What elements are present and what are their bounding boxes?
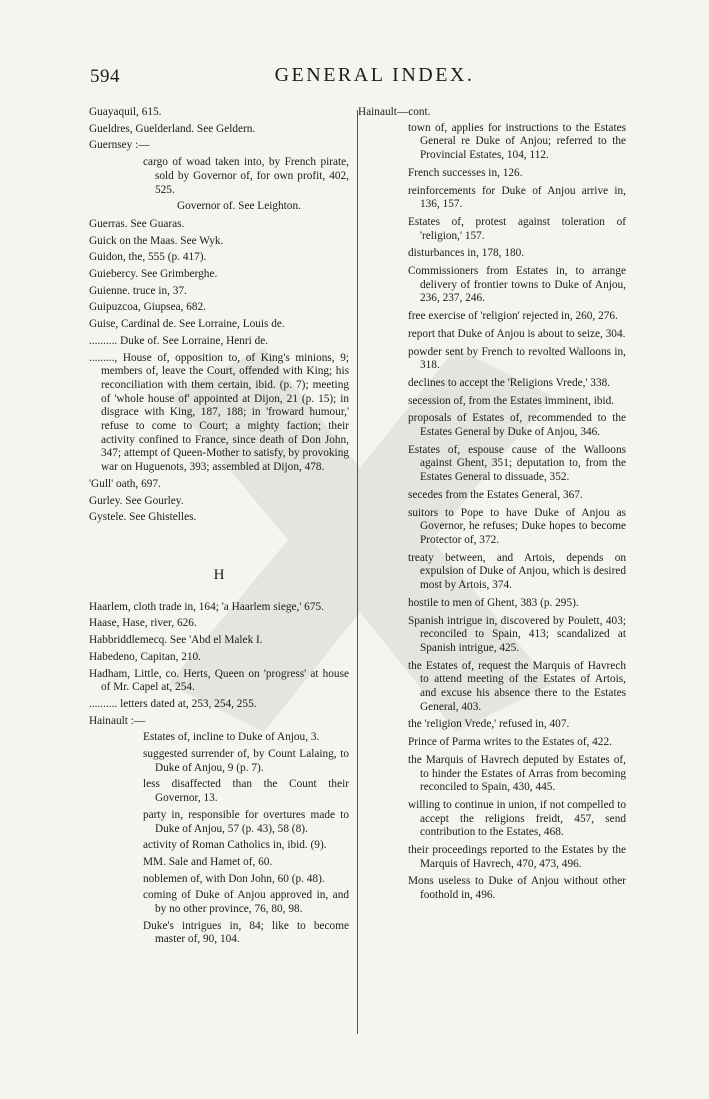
index-subentry: Estates of, incline to Duke of Anjou, 3. [143,731,320,744]
index-subentry: free exercise of 'religion' rejected in, 260, 276. [408,310,618,323]
index-subentry: Governor of. See Leighton. [177,200,301,213]
index-subentry: willing to continue in union, if not compelled to accept the religions freidt, 457, send contribution to the Estates, 468. [408,798,626,839]
index-subentry: proposals of Estates of, recommended to the Estates General by Duke of Anjou, 346. [408,412,626,439]
index-entry: Gurley. See Gourley. [89,494,184,507]
index-subentry: suitors to Pope to have Duke of Anjou as Governor, he refuses; Duke hopes to become Protector of, 372. [408,506,626,546]
index-entry: Hainault :— [89,714,146,727]
column-divider [357,110,358,1034]
index-subentry: suggested surrender of, by Count Lalaing, to Duke of Anjou, 9 (p. 7). [143,748,349,774]
index-subentry: cargo of woad taken into, by French pirate, sold by Governor of, for own profit, 402, 525. [143,156,349,196]
index-entry: Guayaquil, 615. [89,106,162,118]
index-entry: Habbriddlemecq. See 'Abd el Malek I. [89,634,263,647]
index-entry: Habedeno, Capitan, 210. [89,650,201,663]
index-entry: Hadham, Little, co. Herts, Queen on 'progress' at house of Mr. Capel at, 254. [89,667,349,694]
index-subentry: the 'religion Vrede,' refused in, 407. [408,718,570,731]
index-entry: Guienne. truce in, 37. [89,284,187,297]
page-number: 594 [90,66,120,87]
index-subentry: reinforcements for Duke of Anjou arrive in, 136, 157. [408,184,626,211]
index-subentry: Spanish intrigue in, discovered by Poulett, 403; reconciled to Spain, 413; scandalized at Spanish intrigue, 425. [408,614,626,654]
index-subentry: the Estates of, request the Marquis of Havrech to attend meeting of the Estates of Artois, and excuse his absence there to the Estates General, 403. [408,659,626,713]
index-subentry: disturbances in, 178, 180. [408,247,525,260]
index-subentry: the Marquis of Havrech deputed by Estates of, to hinder the Estates of Arras from becoming reconciled to Spain, 430, 445. [408,753,626,794]
left-column [89,106,349,950]
index-subentry: powder sent by French to revolted Walloons in, 318. [408,345,626,372]
index-subentry: MM. Sale and Hamet of, 60. [143,855,273,868]
index-entry: Haase, Hase, river, 626. [89,617,197,630]
index-entry: Guidon, the, 555 (p. 417). [89,251,207,264]
index-subentry: town of, applies for instructions to the Estates General re Duke of Anjou; referred to the Provincial Estates, 104, 112. [408,121,626,162]
index-entry: Haarlem, cloth trade in, 164; 'a Haarlem siege,' 675. [89,600,324,613]
index-entry: Guick on the Maas. See Wyk. [89,234,224,247]
index-subentry: treaty between, and Artois, depends on expulsion of Duke of Anjou, which is desired most by Artois, 374. [408,551,626,592]
right-column [358,106,626,907]
index-subentry: less disaffected than the Count their Governor, 13. [143,778,349,805]
running-head: GENERAL INDEX. [274,64,475,86]
index-subentry: Mons useless to Duke of Anjou without other foothold in, 496. [408,875,626,902]
continuation-heading: Hainault—cont. [358,106,431,118]
index-subentry: secedes from the Estates General, 367. [408,488,583,501]
section-letter: H [213,566,225,583]
index-subentry: Commissioners from Estates in, to arrange delivery of frontier towns to Duke of Anjou, 236, 237, 246. [408,265,626,305]
index-subentry: Estates of, espouse cause of the Walloons against Ghent, 351; deputation to, from the Estates General to dissuade, 352. [408,443,626,484]
index-subentry: French successes in, 126. [408,166,523,179]
index-subentry: Estates of, protest against toleration of 'religion,' 157. [408,215,626,242]
index-subentry: Prince of Parma writes to the Estates of, 422. [408,736,612,749]
index-entry: Gueldres, Guelderland. See Geldern. [89,122,256,135]
index-subentry: their proceedings reported to the Estates by the Marquis of Havrech, 470, 473, 496. [408,844,626,870]
index-entry: ........., House of, opposition to, of King's minions, 9; members of, leave the Court, offended with King; his reconciliation with them certain, ibid. (p. 7); meeting of 'whole house of' appointed at Dijon, 21 (p. 15); in disgrace with King, 187, 188; in 'froward humour,' refuse to come to Court; a mighty faction; their activity confined to France, since death of Don John, 347; attempt of Queen-Mother to satisfy, by provoking war on Huguenots, 393; assembled at Dijon, 478. [89,351,349,474]
index-entry: .......... Duke of. See Lorraine, Henri de. [89,334,269,347]
index-entry: Gystele. See Ghistelles. [89,511,197,524]
index-subentry: coming of Duke of Anjou approved in, and by no other province, 76, 80, 98. [143,889,349,916]
index-subentry: report that Duke of Anjou is about to seize, 304. [408,327,626,340]
index-entry: Guerras. See Guaras. [89,217,185,230]
index-entry: Guernsey :— [89,139,150,152]
index-subentry: hostile to men of Ghent, 383 (p. 295). [408,596,579,609]
index-entry: 'Gull' oath, 697. [89,477,161,490]
index-subentry: declines to accept the 'Religions Vrede,' 338. [408,376,611,389]
index-subentry: secession of, from the Estates imminent, ibid. [408,394,615,407]
index-entry: Guipuzcoa, Giupsea, 682. [89,301,207,314]
index-subentry: party in, responsible for overtures made to Duke of Anjou, 57 (p. 43), 58 (8). [143,808,349,835]
index-entry: Guiebercy. See Grimberghe. [89,268,218,281]
index-subentry: Duke's intrigues in, 84; like to become master of, 90, 104. [143,919,349,946]
index-entry: Guise, Cardinal de. See Lorraine, Louis de. [89,318,285,331]
index-subentry: noblemen of, with Don John, 60 (p. 48). [143,872,325,885]
index-entry: .......... letters dated at, 253, 254, 255. [89,697,257,710]
index-subentry: activity of Roman Catholics in, ibid. (9). [143,839,327,852]
